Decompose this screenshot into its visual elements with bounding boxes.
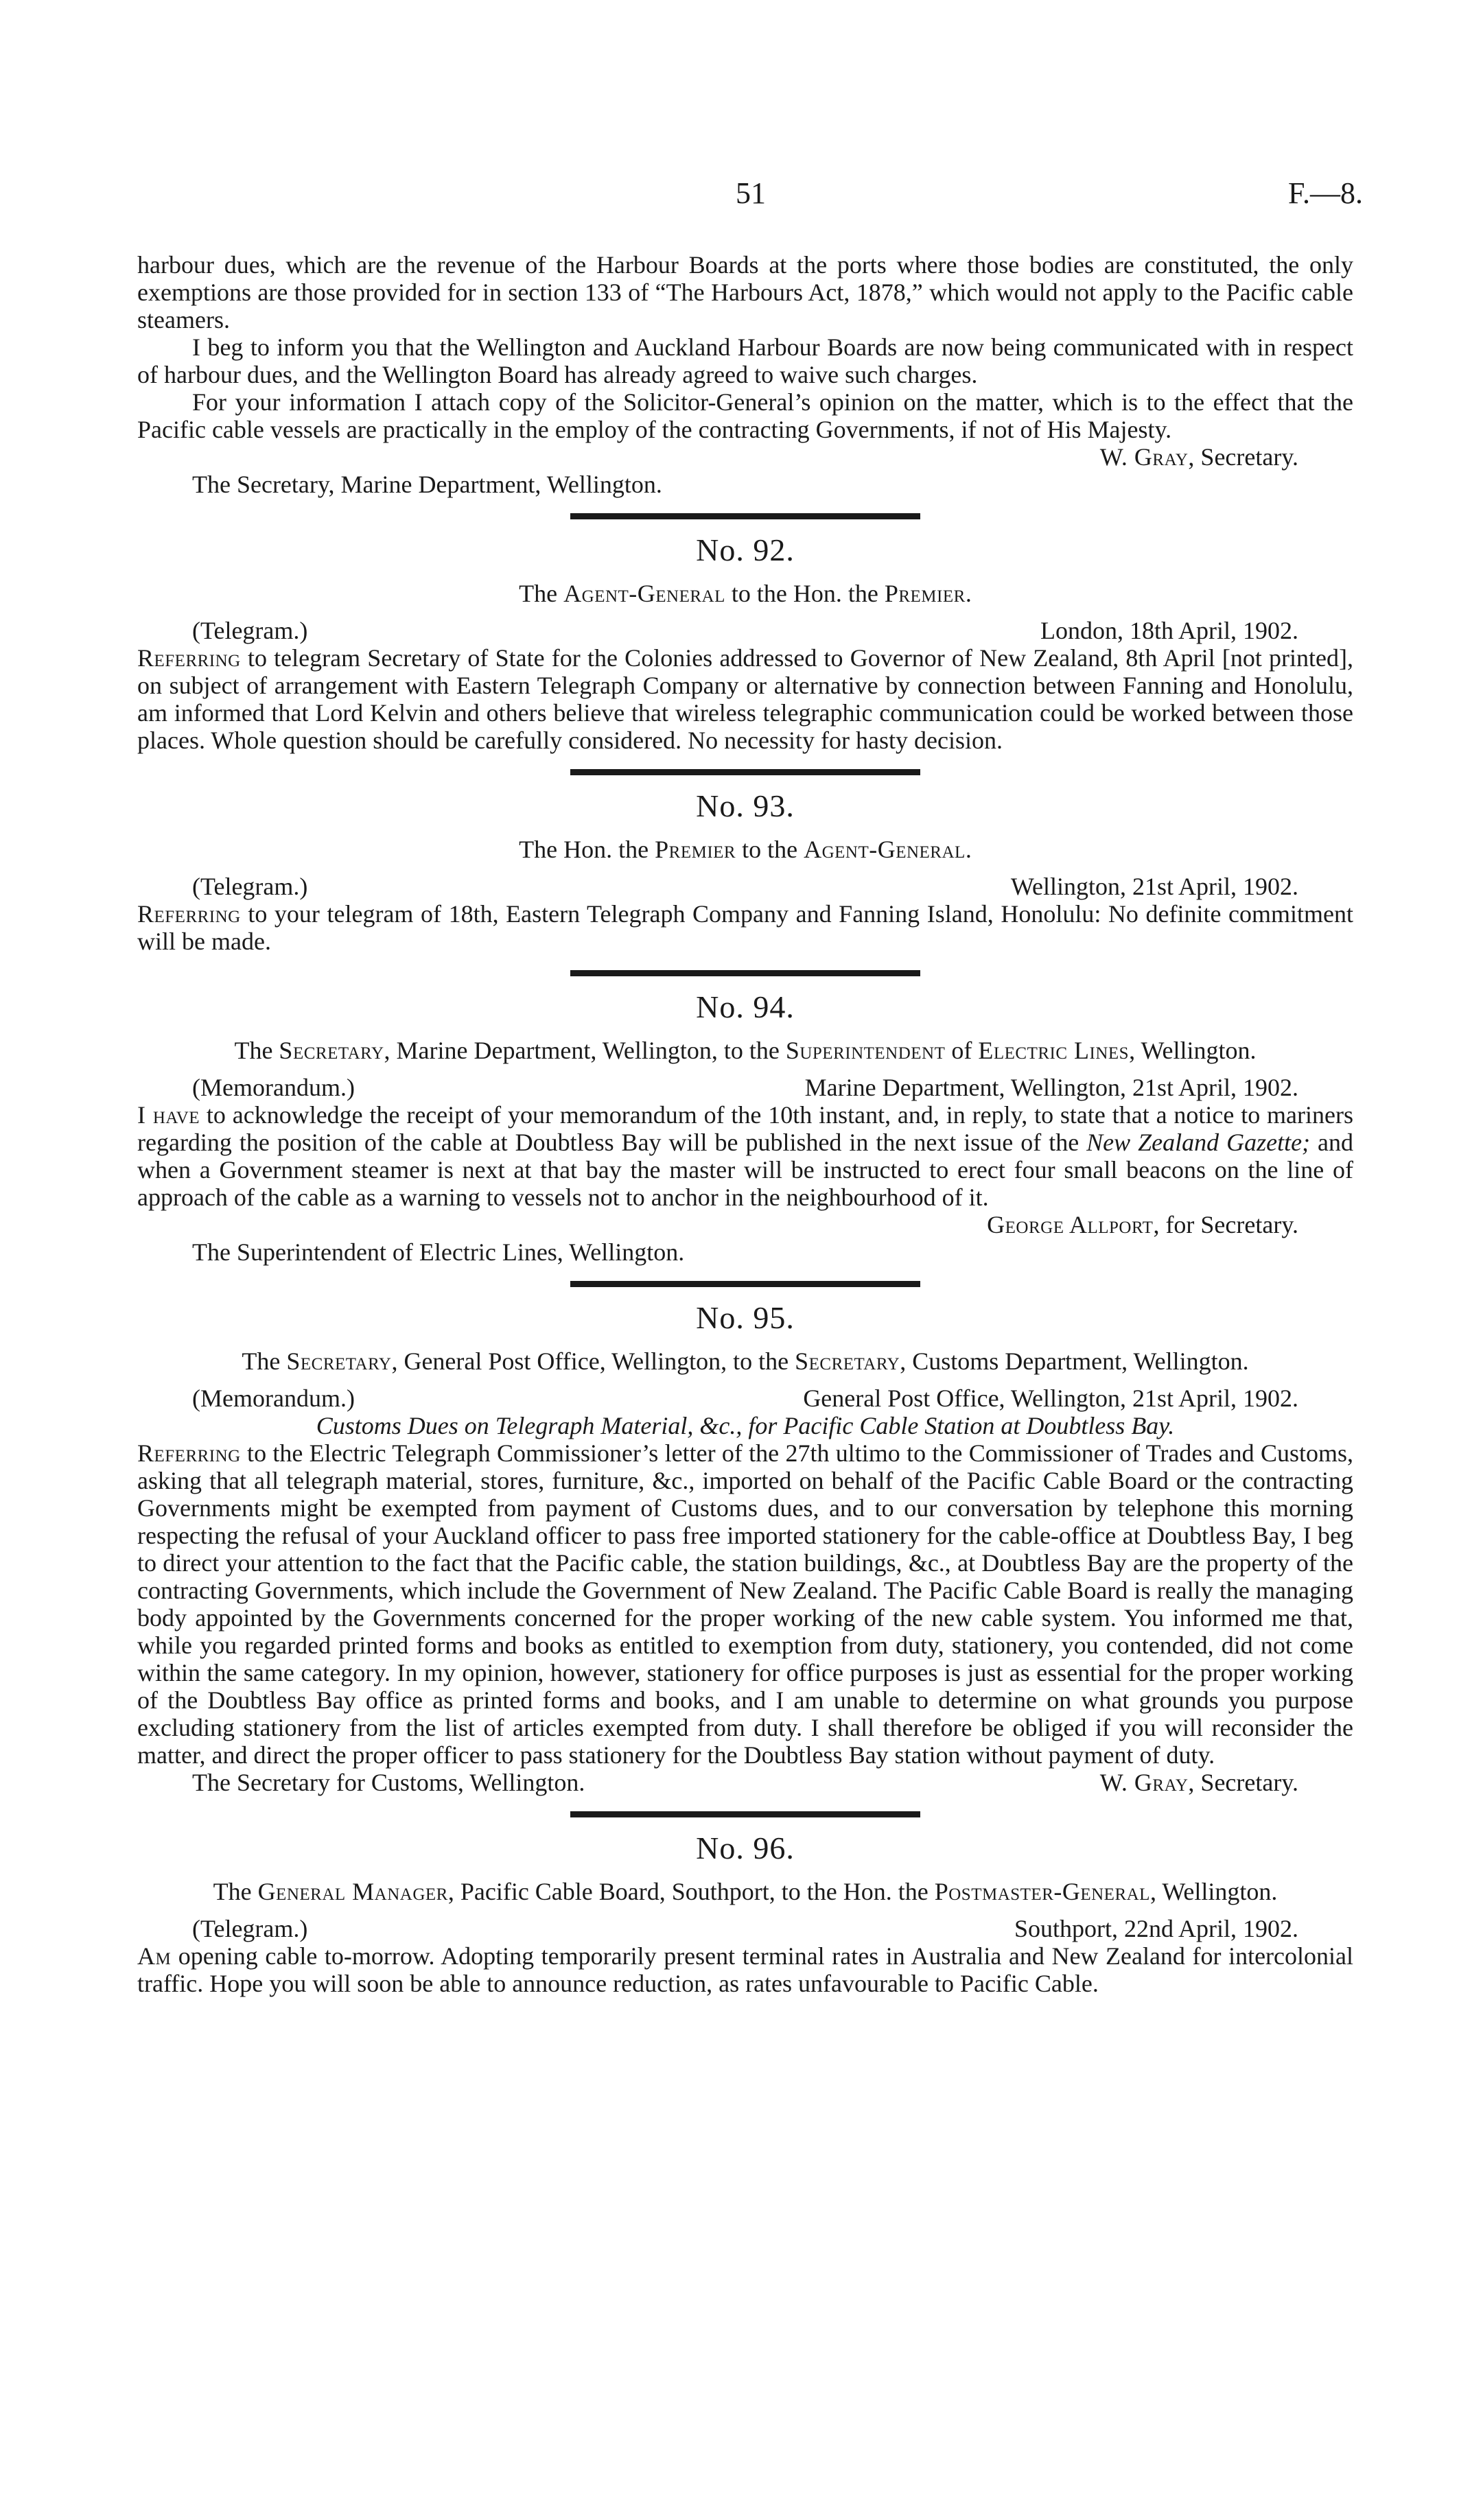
document-meta [137, 1915, 1353, 1942]
document-subject: Customs Dues on Telegraph Material, &c., for Pacific Cable Station at Doubtless Bay. [316, 1412, 1175, 1439]
document-body [137, 251, 1353, 1997]
section-divider [570, 1281, 920, 1287]
section-divider [570, 1811, 920, 1817]
document-92 [137, 532, 1353, 754]
opening-paragraph-1: harbour dues, which are the revenue of the Harbour Boards at the ports where those bodies are constituted, the only exemptions are those provided for in section 133 of “The Harbours Act, 1878,” which would not apply to the Pacific cable steamers. [137, 251, 1353, 333]
document-number: No. 92. [696, 532, 795, 567]
opening-addressee: The Secretary, Marine Department, Wellington. [192, 471, 662, 498]
document-title: The Hon. the Premier to the Agent-General. [519, 836, 972, 863]
place-date: London, 18th April, 1902. [1040, 617, 1298, 644]
document-addressee: The Superintendent of Electric Lines, Wellington. [192, 1238, 685, 1266]
document-94 [137, 989, 1353, 1266]
page-header [0, 176, 1483, 214]
document-number: No. 93. [696, 788, 795, 823]
document-title: The Secretary, Marine Department, Wellington, to the Superintendent of Electric Lines, Wellington. [234, 1037, 1257, 1064]
document-title: The Secretary, General Post Office, Wellington, to the Secretary, Customs Department, Wellington. [242, 1347, 1249, 1375]
page-reference: F.—8. [1288, 176, 1363, 210]
opening-paragraph-3: For your information I attach copy of the Solicitor-General’s opinion on the matter, which is to the effect that the Pacific cable vessels are practically in the employ of the contracting Governments, if not of His Majesty. [137, 388, 1353, 443]
place-date: Marine Department, Wellington, 21st April, 1902. [804, 1074, 1298, 1101]
place-date: Southport, 22nd April, 1902. [1014, 1915, 1298, 1942]
place-date: General Post Office, Wellington, 21st April, 1902. [803, 1385, 1298, 1412]
section-divider [570, 769, 920, 775]
document-number: No. 95. [696, 1300, 795, 1335]
opening-section [137, 251, 1353, 498]
document-body-text: Am opening cable to-morrow. Adopting temporarily present terminal rates in Australia and New Zealand for intercolonial traffic. Hope you will soon be able to announce reduction, as rates unfavourable to Pacific Cable. [137, 1942, 1353, 1997]
document-meta [137, 617, 1353, 644]
document-body-text: Referring to your telegram of 18th, Eastern Telegraph Company and Fanning Island, Honolulu: No definite commitment will be made. [137, 900, 1353, 955]
signature-role: , Secretary. [1188, 443, 1298, 471]
opening-signature [137, 443, 1353, 471]
opening-paragraph-2: I beg to inform you that the Wellington and Auckland Harbour Boards are now being communicated with in respect of harbour dues, and the Wellington Board has already agreed to waive such charges. [137, 333, 1353, 388]
document-type: (Memorandum.) [192, 1074, 355, 1101]
document-95 [137, 1299, 1353, 1796]
document-number: No. 96. [696, 1830, 795, 1865]
document-meta [137, 1385, 1353, 1412]
section-divider [570, 513, 920, 519]
signature-name: W. Gray [1099, 443, 1189, 471]
document-93 [137, 788, 1353, 955]
document-type: (Telegram.) [192, 1915, 308, 1942]
document-title: The General Manager, Pacific Cable Board, Southport, to the Hon. the Postmaster-General, Wellington. [213, 1878, 1278, 1905]
document-meta [137, 1074, 1353, 1101]
document-signature: W. Gray, Secretary. [1099, 1769, 1298, 1796]
document-body-text: I have to acknowledge the receipt of your memorandum of the 10th instant, and, in reply, to state that a notice to mariners regarding the position of the cable at Doubtless Bay will be published in the next issue of the New Zealand Gazette; and when a Government steamer is next at that bay the master will be instructed to erect four small beacons on the line of approach of the cable as a warning to vessels not to anchor in the neighbourhood of it. [137, 1101, 1353, 1211]
document-type: (Telegram.) [192, 617, 308, 644]
document-type: (Telegram.) [192, 873, 308, 900]
document-96 [137, 1830, 1353, 1997]
document-signature: George Allport, for Secretary. [987, 1211, 1298, 1238]
document-title: The Agent-General to the Hon. the Premier. [519, 580, 972, 607]
page-number: 51 [736, 176, 766, 210]
section-divider [570, 970, 920, 976]
document-body-text: Referring to the Electric Telegraph Commissioner’s letter of the 27th ultimo to the Commissioner of Trades and Customs, asking that all telegraph material, stores, furniture, &c., imported on behalf of the Pacific Cable Board or the contracting Governments might be exempted from payment of Customs dues, and to our conversation by telephone this morning respecting the refusal of your Auckland officer to pass free imported stationery for the cable-office at Doubtless Bay, I beg to direct your attention to the fact that the Pacific cable, the station buildings, &c., at Doubtless Bay are the property of the contracting Governments, which include the Government of New Zealand. The Pacific Cable Board is really the managing body appointed by the Governments concerned for the proper working of the new cable system. You informed me that, while you regarded printed forms and books as entitled to exemption from duty, stationery, you contended, did not come within the same category. In my opinion, however, stationery for office purposes is just as essential for the proper working of the Doubtless Bay office as printed forms and books, and I am unable to determine on what grounds you purpose excluding stationery from the list of articles exempted from duty. I shall therefore be obliged if you will reconsider the matter, and direct the proper officer to pass stationery for the Doubtless Bay station without payment of duty. [137, 1439, 1353, 1769]
document-type: (Memorandum.) [192, 1385, 355, 1412]
document-closing [137, 1769, 1353, 1796]
document-number: No. 94. [696, 989, 795, 1024]
place-date: Wellington, 21st April, 1902. [1010, 873, 1298, 900]
document-addressee: The Secretary for Customs, Wellington. [192, 1769, 585, 1796]
document-body-text: Referring to telegram Secretary of State for the Colonies addressed to Governor of New Zealand, 8th April [not printed], on subject of arrangement with Eastern Telegraph Company or alternative by connection between Fanning and Honolulu, am informed that Lord Kelvin and others believe that wireless telegraphic communication could be worked between those places. Whole question should be carefully considered. No necessity for hasty decision. [137, 644, 1353, 754]
document-meta [137, 873, 1353, 900]
